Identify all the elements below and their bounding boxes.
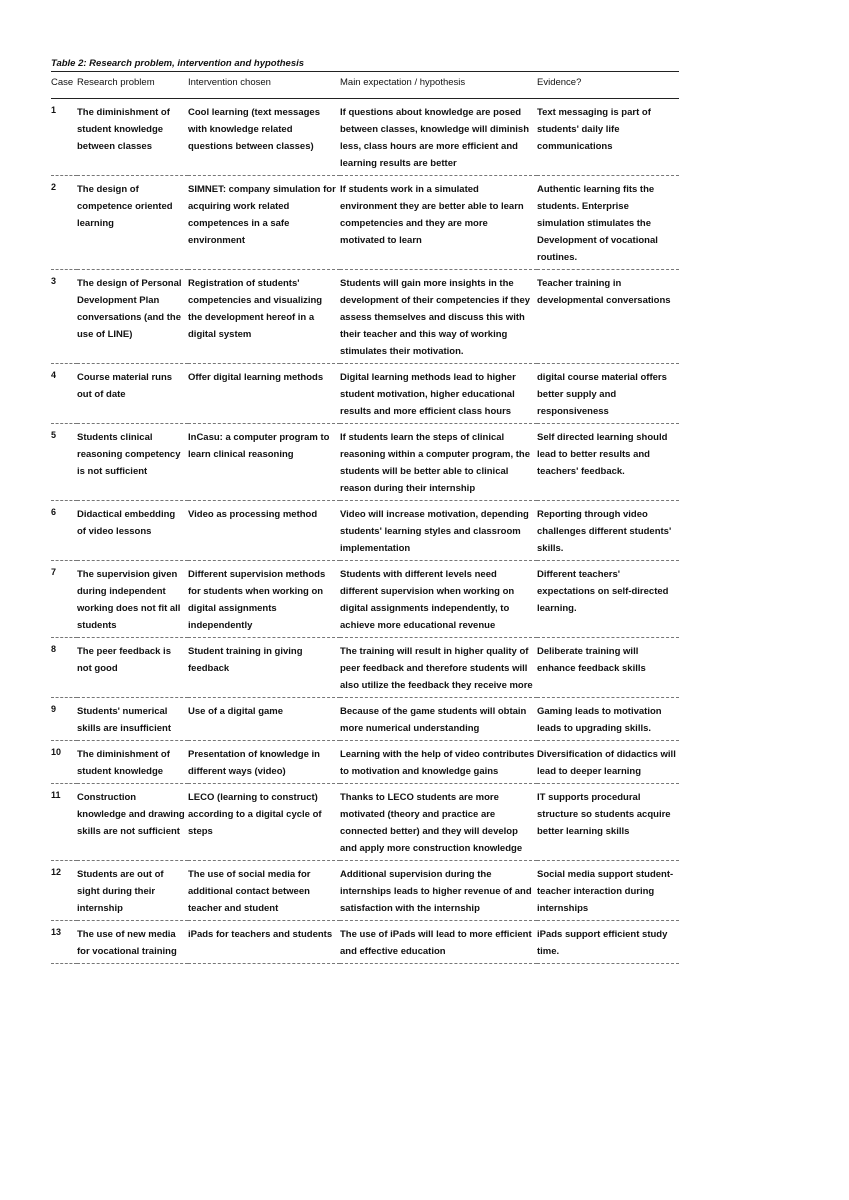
research-problem-cell: The peer feedback is not good: [77, 638, 188, 698]
expectation-cell: The use of iPads will lead to more efficient and effective education: [340, 921, 537, 964]
header-expectation: Main expectation / hypothesis: [340, 72, 537, 99]
intervention-cell: InCasu: a computer program to learn clinical reasoning: [188, 424, 340, 501]
table-row: [51, 741, 679, 784]
intervention-cell: The use of social media for additional contact between teacher and student: [188, 861, 340, 921]
header-row: [51, 72, 679, 99]
intervention-cell: Video as processing method: [188, 501, 340, 561]
intervention-cell: Presentation of knowledge in different ways (video): [188, 741, 340, 784]
research-problem-cell: Construction knowledge and drawing skills are not sufficient: [77, 784, 188, 861]
evidence-cell: iPads support efficient study time.: [537, 921, 679, 964]
evidence-cell: Reporting through video challenges different students' skills.: [537, 501, 679, 561]
research-problem-cell: Students are out of sight during their internship: [77, 861, 188, 921]
table-row: [51, 921, 679, 964]
case-number: 9: [51, 698, 77, 741]
expectation-cell: Students with different levels need different supervision when working on digital assignments independently, to achieve more educational revenue: [340, 561, 537, 638]
intervention-cell: iPads for teachers and students: [188, 921, 340, 964]
intervention-cell: Different supervision methods for students when working on digital assignments independently: [188, 561, 340, 638]
table-body: [51, 99, 679, 964]
expectation-cell: Learning with the help of video contributes to motivation and knowledge gains: [340, 741, 537, 784]
research-problem-cell: The supervision given during independent working does not fit all students: [77, 561, 188, 638]
research-problem-cell: Students clinical reasoning competency is not sufficient: [77, 424, 188, 501]
research-problem-cell: Students' numerical skills are insufficient: [77, 698, 188, 741]
research-table: [51, 71, 679, 964]
evidence-cell: Different teachers' expectations on self-directed learning.: [537, 561, 679, 638]
table-row: [51, 176, 679, 270]
intervention-cell: Use of a digital game: [188, 698, 340, 741]
intervention-cell: SIMNET: company simulation for acquiring work related competences in a safe environment: [188, 176, 340, 270]
case-number: 11: [51, 784, 77, 861]
research-problem-cell: The design of Personal Development Plan conversations (and the use of LINE): [77, 270, 188, 364]
table-row: [51, 638, 679, 698]
research-problem-cell: The design of competence oriented learning: [77, 176, 188, 270]
case-number: 3: [51, 270, 77, 364]
intervention-cell: Registration of students' competencies and visualizing the development hereof in a digital system: [188, 270, 340, 364]
expectation-cell: Students will gain more insights in the development of their competencies if they assess themselves and discuss this with their teacher and this way of working stimulates their motivation.: [340, 270, 537, 364]
research-problem-cell: The use of new media for vocational training: [77, 921, 188, 964]
case-number: 4: [51, 364, 77, 424]
expectation-cell: If students work in a simulated environment they are better able to learn competencies and they are more motivated to learn: [340, 176, 537, 270]
evidence-cell: Social media support student-teacher interaction during internships: [537, 861, 679, 921]
evidence-cell: Teacher training in developmental conversations: [537, 270, 679, 364]
table-row: [51, 698, 679, 741]
header-evidence: Evidence?: [537, 72, 679, 99]
evidence-cell: Diversification of didactics will lead to deeper learning: [537, 741, 679, 784]
expectation-cell: If students learn the steps of clinical reasoning within a computer program, the students will be better able to clinical reason during their internship: [340, 424, 537, 501]
expectation-cell: The training will result in higher quality of peer feedback and therefore students will also utilize the feedback they receive more: [340, 638, 537, 698]
case-number: 2: [51, 176, 77, 270]
header-case: Case: [51, 72, 77, 99]
evidence-cell: Text messaging is part of students' daily life communications: [537, 99, 679, 176]
table-row: [51, 270, 679, 364]
expectation-cell: Additional supervision during the internships leads to higher revenue of and satisfaction with the internship: [340, 861, 537, 921]
expectation-cell: Because of the game students will obtain more numerical understanding: [340, 698, 537, 741]
evidence-cell: Gaming leads to motivation leads to upgrading skills.: [537, 698, 679, 741]
table-header: [51, 72, 679, 99]
case-number: 10: [51, 741, 77, 784]
expectation-cell: Video will increase motivation, depending students' learning styles and classroom implementation: [340, 501, 537, 561]
evidence-cell: Deliberate training will enhance feedback skills: [537, 638, 679, 698]
intervention-cell: Student training in giving feedback: [188, 638, 340, 698]
research-problem-cell: The diminishment of student knowledge between classes: [77, 99, 188, 176]
evidence-cell: digital course material offers better supply and responsiveness: [537, 364, 679, 424]
case-number: 12: [51, 861, 77, 921]
case-number: 5: [51, 424, 77, 501]
case-number: 8: [51, 638, 77, 698]
case-number: 6: [51, 501, 77, 561]
document-page: [51, 58, 679, 964]
case-number: 13: [51, 921, 77, 964]
intervention-cell: LECO (learning to construct) according to a digital cycle of steps: [188, 784, 340, 861]
evidence-cell: Self directed learning should lead to better results and teachers' feedback.: [537, 424, 679, 501]
table-row: [51, 501, 679, 561]
case-number: 1: [51, 99, 77, 176]
table-row: [51, 99, 679, 176]
research-problem-cell: Course material runs out of date: [77, 364, 188, 424]
case-number: 7: [51, 561, 77, 638]
table-row: [51, 561, 679, 638]
evidence-cell: Authentic learning fits the students. Enterprise simulation stimulates the Development of vocational routines.: [537, 176, 679, 270]
intervention-cell: Cool learning (text messages with knowledge related questions between classes): [188, 99, 340, 176]
table-caption: Table 2: Research problem, intervention and hypothesis: [51, 58, 305, 69]
research-problem-cell: The diminishment of student knowledge: [77, 741, 188, 784]
evidence-cell: IT supports procedural structure so students acquire better learning skills: [537, 784, 679, 861]
table-row: [51, 784, 679, 861]
expectation-cell: Digital learning methods lead to higher student motivation, higher educational results and more efficient class hours: [340, 364, 537, 424]
table-row: [51, 861, 679, 921]
header-intervention: Intervention chosen: [188, 72, 340, 99]
header-research-problem: Research problem: [77, 72, 188, 99]
expectation-cell: If questions about knowledge are posed between classes, knowledge will diminish less, class hours are more efficient and learning results are better: [340, 99, 537, 176]
intervention-cell: Offer digital learning methods: [188, 364, 340, 424]
table-row: [51, 424, 679, 501]
table-row: [51, 364, 679, 424]
expectation-cell: Thanks to LECO students are more motivated (theory and practice are connected better) and they will develop and apply more construction knowledge: [340, 784, 537, 861]
research-problem-cell: Didactical embedding of video lessons: [77, 501, 188, 561]
